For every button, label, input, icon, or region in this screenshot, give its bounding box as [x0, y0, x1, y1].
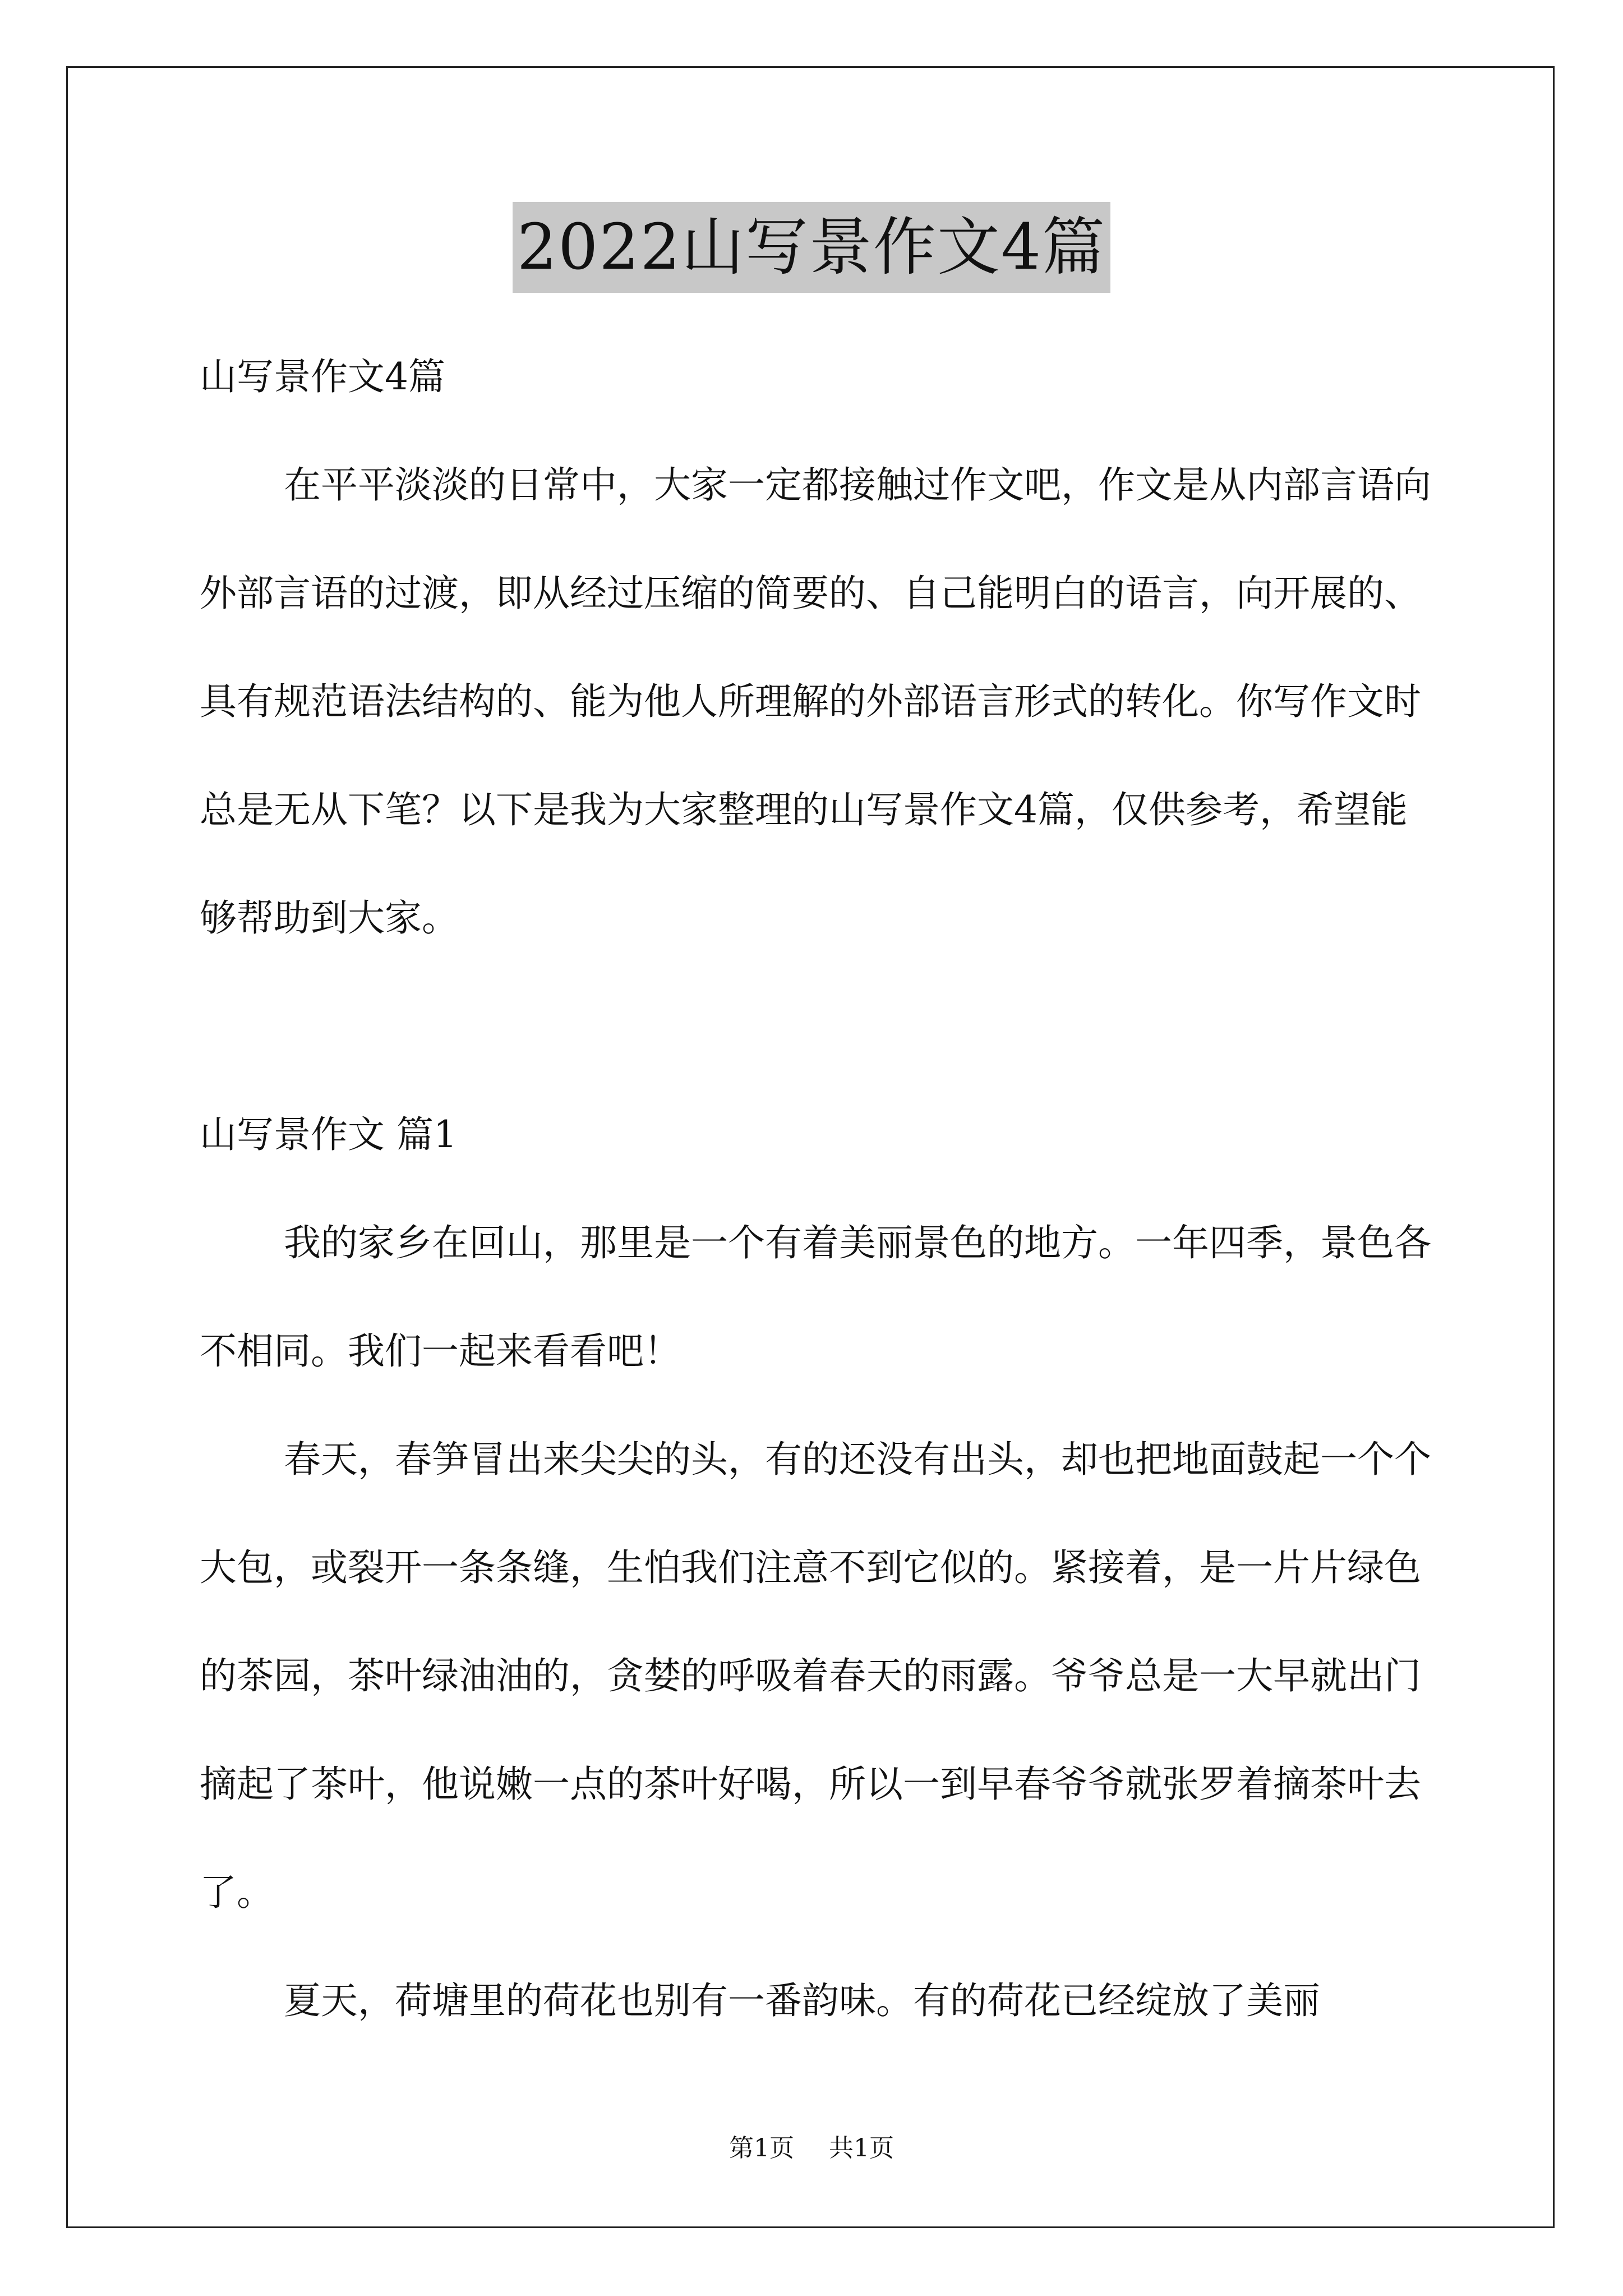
page-total: 共1页 — [829, 2134, 894, 2162]
page-footer — [0, 2132, 1623, 2165]
section-gap — [200, 972, 1439, 1080]
document-body — [200, 323, 1439, 2055]
document-title: 2022山写景作文4篇 — [513, 202, 1110, 293]
body-paragraph-2: 春天，春笋冒出来尖尖的头，有的还没有出头，却也把地面鼓起一个个大包，或裂开一条条缝，生怕我们注意不到它似的。紧接着，是一片片绿色的茶园，茶叶绿油油的，贪婪的呼吸着春天的雨露。爷爷总是一大早就出门摘起了茶叶，他说嫩一点的茶叶好喝，所以一到早春爷爷就张罗着摘茶叶去了。 — [200, 1438, 1431, 1914]
section-heading: 山写景作文 篇1 — [200, 1113, 457, 1156]
document-subtitle: 山写景作文4篇 — [200, 355, 445, 398]
body-paragraph-3: 夏天，荷塘里的荷花也别有一番韵味。有的荷花已经绽放了美丽 — [284, 1979, 1320, 2022]
title-container — [0, 202, 1623, 293]
intro-paragraph: 在平平淡淡的日常中，大家一定都接触过作文吧，作文是从内部言语向外部言语的过渡，即从经过压缩的简要的、自己能明白的语言，向开展的、具有规范语法结构的、能为他人所理解的外部语言形式的转化。你写作文时总是无从下笔？以下是我为大家整理的山写景作文4篇，仅供参考，希望能够帮助到大家。 — [200, 463, 1431, 940]
body-paragraph-1: 我的家乡在回山，那里是一个有着美丽景色的地方。一年四季，景色各不相同。我们一起来看看吧！ — [200, 1221, 1431, 1373]
page-number: 第1页 — [729, 2134, 794, 2162]
